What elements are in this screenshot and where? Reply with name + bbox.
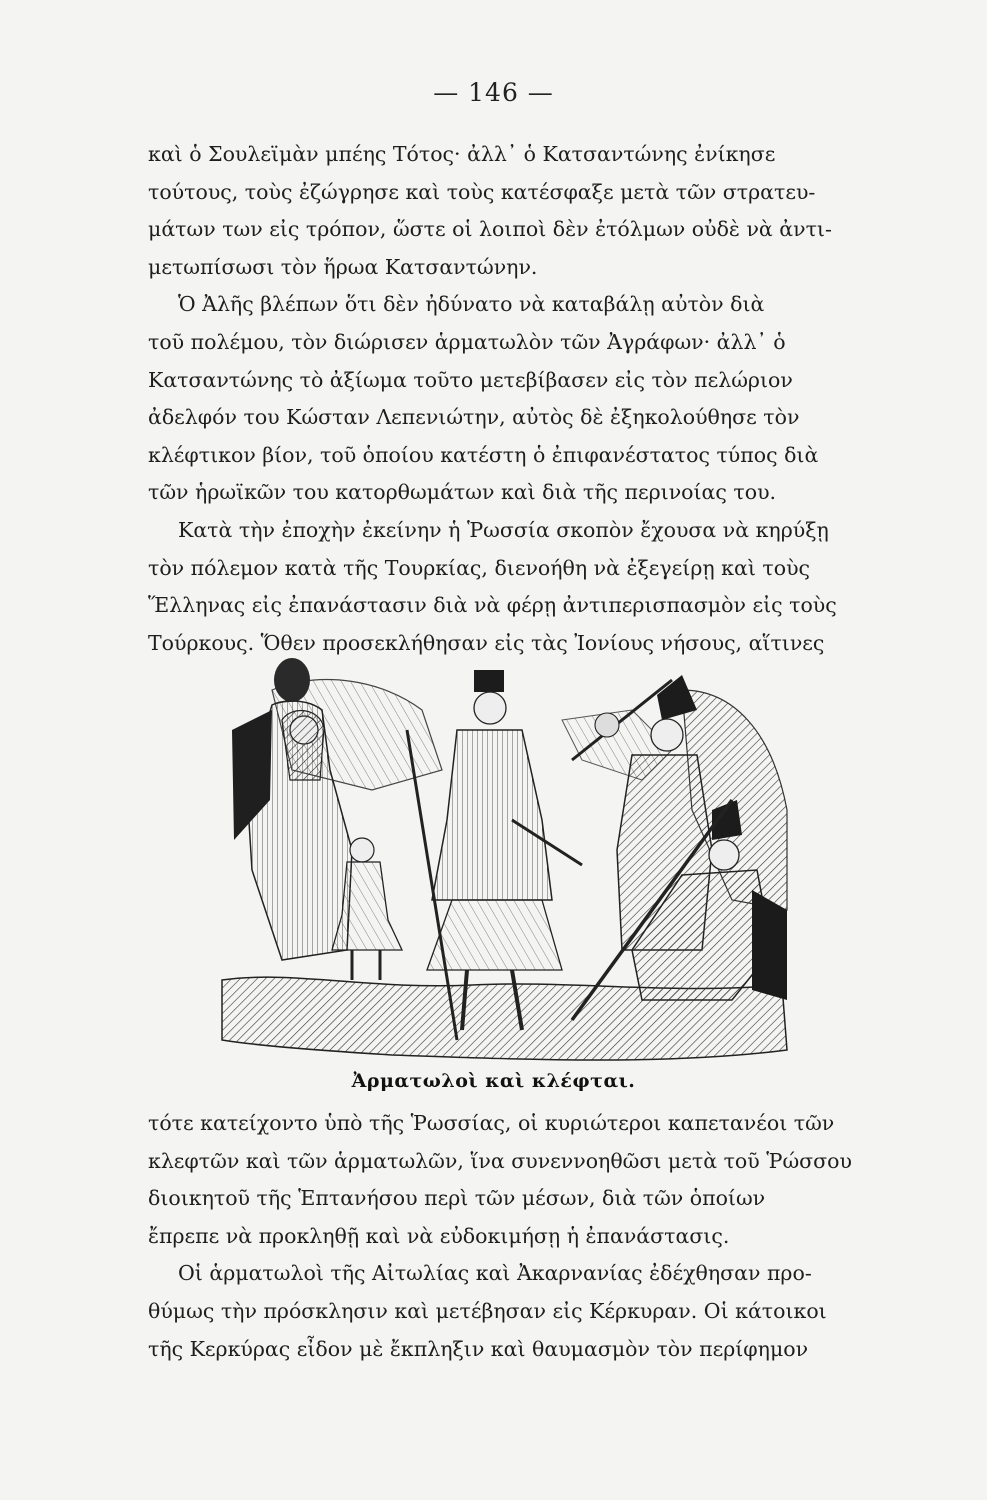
text-line: θύμως τὴν πρόσκλησιν καὶ μετέβησαν εἰς Κέρκυραν. Οἱ κάτοικοι	[148, 1298, 827, 1323]
paragraph	[148, 1105, 875, 1255]
bottom-text-block	[148, 1105, 875, 1368]
text-line: τούτους, τοὺς ἐζώγρησε καὶ τοὺς κατέσφαξε μετὰ τῶν στρατευ-	[148, 179, 816, 204]
paragraph	[148, 512, 875, 662]
text-line: διοικητοῦ τῆς Ἑπτανήσου περὶ τῶν μέσων, διὰ τῶν ὁποίων	[148, 1186, 766, 1211]
engraving-illustration	[212, 650, 790, 1070]
paragraph	[148, 136, 875, 286]
text-line: Ὁ Ἀλῆς βλέπων ὅτι δὲν ἠδύνατο νὰ καταβάλῃ αὐτὸν διὰ	[178, 292, 765, 317]
paragraph	[148, 1255, 875, 1368]
paragraph	[148, 286, 875, 512]
text-line: τῶν ἡρωϊκῶν του κατορθωμάτων καὶ διὰ τῆς περινοίας του.	[148, 480, 777, 505]
text-line: τὸν πόλεμον κατὰ τῆς Τουρκίας, διενοήθη νὰ ἐξεγείρῃ καὶ τοὺς	[148, 555, 811, 580]
text-line: τῆς Κερκύρας εἶδον μὲ ἔκπληξιν καὶ θαυμασμὸν τὸν περίφημον	[148, 1336, 809, 1361]
text-line: καὶ ὁ Σουλεϊμὰν μπέης Τότος· ἀλλ᾽ ὁ Κατσαντώνης ἐνίκησε	[148, 142, 776, 166]
text-line: τότε κατείχοντο ὑπὸ τῆς Ῥωσσίας, οἱ κυριώτεροι καπετανέοι τῶν	[148, 1111, 835, 1135]
page-number: — 146 —	[433, 78, 554, 107]
text-line: κλεφτῶν καὶ τῶν ἁρματωλῶν, ἵνα συνεννοηθῶσι μετὰ τοῦ Ῥώσσου	[148, 1148, 852, 1173]
text-line: τοῦ πολέμου, τὸν διώρισεν ἁρματωλὸν τῶν Ἀγράφων· ἀλλ᾽ ὁ	[148, 329, 786, 354]
text-line: ἀδελφόν του Κώσταν Λεπενιώτην, αὐτὸς δὲ ἐξηκολούθησε τὸν	[148, 405, 800, 430]
text-line: ἔπρεπε νὰ προκληθῇ καὶ νὰ εὐδοκιμήσῃ ἡ ἐπανάστασις.	[148, 1223, 730, 1248]
text-line: Κατὰ τὴν ἐποχὴν ἐκείνην ἡ Ῥωσσία σκοπὸν ἔχουσα νὰ κηρύξῃ	[178, 517, 829, 542]
text-line: μετωπίσωσι τὸν ἥρωα Κατσαντώνην.	[148, 254, 538, 279]
text-line: μάτων των εἰς τρόπον, ὥστε οἱ λοιποὶ δὲν ἐτόλμων οὐδὲ νὰ ἀντι-	[148, 217, 832, 242]
text-line: Τούρκους. Ὅθεν προσεκλήθησαν εἰς τὰς Ἰονίους νήσους, αἵτινες	[148, 630, 825, 655]
text-line: Κατσαντώνης τὸ ἀξίωμα τοῦτο μετεβίβασεν εἰς τὸν πελώριον	[148, 367, 793, 392]
top-text-block	[148, 136, 875, 662]
illustration-caption: Ἀρματωλοὶ καὶ κλέφται.	[351, 1070, 636, 1092]
text-line: κλέφτικον βίον, τοῦ ὁποίου κατέστη ὁ ἐπιφανέστατος τύπος διὰ	[148, 442, 819, 467]
text-line: Οἱ ἁρματωλοὶ τῆς Αἰτωλίας καὶ Ἀκαρνανίας ἐδέχθησαν προ-	[178, 1261, 812, 1286]
text-line: Ἕλληνας εἰς ἐπανάστασιν διὰ νὰ φέρῃ ἀντιπερισπασμὸν εἰς τοὺς	[148, 593, 837, 618]
